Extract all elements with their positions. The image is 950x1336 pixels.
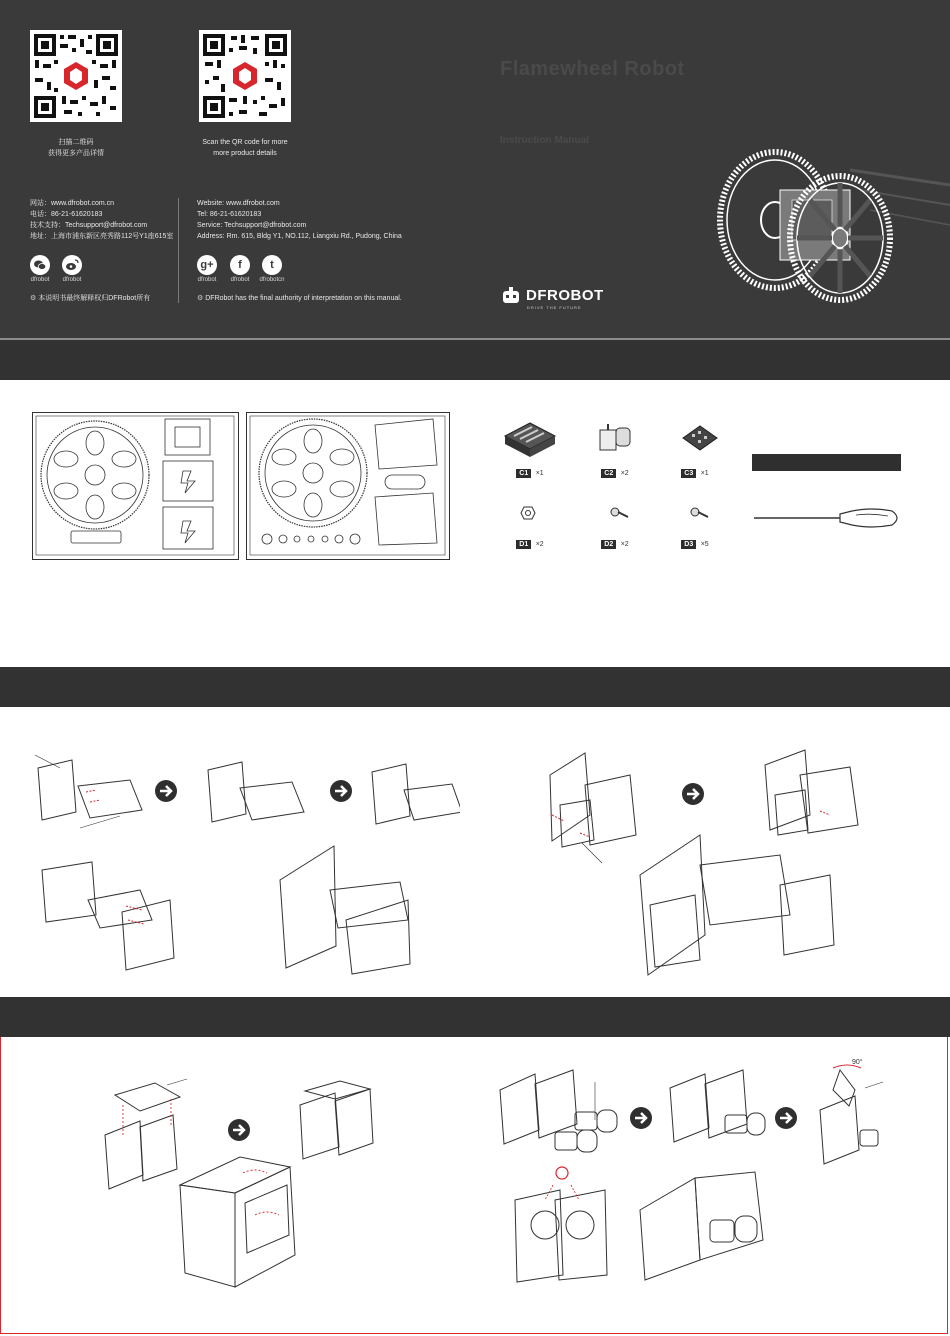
part-d1-label: [500, 533, 560, 551]
arrow-right-icon: [155, 780, 177, 802]
qr-code-cn[interactable]: [30, 30, 122, 122]
contact-cn-address: 地址：上海市浦东新区亮秀路112号Y1座615室: [30, 233, 174, 240]
copyright-en-text: DFRobot has the final authority of interpretation on this manual.: [205, 295, 402, 302]
part-d2-code: D2: [601, 540, 616, 549]
qr-en-caption-line2: more product details: [213, 150, 277, 157]
part-d3-code: D3: [681, 540, 696, 549]
screwdriver-image: [752, 505, 902, 536]
step2-arrow-1: [228, 1119, 250, 1141]
part-d1-qty: ×2: [535, 541, 544, 548]
step1-arrow-2: [330, 780, 352, 802]
screwdriver-icon: [752, 505, 902, 531]
acrylic-sheet-2: [246, 412, 450, 560]
part-d2-label: [585, 533, 645, 551]
section-bar-parts: [0, 340, 950, 380]
part-d2-qty: ×2: [620, 541, 629, 548]
qr-en-caption-line1: Scan the QR code for more: [202, 139, 288, 146]
part-c1-label: [500, 462, 560, 480]
part-d3-image: [690, 506, 710, 525]
step1-arrow-1: [155, 780, 177, 802]
section-bar-step-1: [0, 667, 950, 707]
step2-illustration-left: [95, 1075, 425, 1295]
qr-cn-caption-line2: 获得更多产品详情: [48, 150, 104, 157]
facebook-icon[interactable]: f: [230, 255, 250, 275]
part-c3-qty: ×1: [700, 470, 709, 477]
part-c3-image: [680, 418, 720, 458]
gear-icon: ⚙: [30, 295, 37, 302]
rotation-angle-label: 90°: [852, 1059, 863, 1066]
contact-cn: [30, 198, 173, 242]
qr-code-en[interactable]: [199, 30, 291, 122]
part-d3-qty: ×5: [700, 541, 709, 548]
product-subtitle: Instruction Manual: [500, 135, 589, 146]
part-d2-image: [610, 506, 630, 525]
gear-icon: ⚙: [197, 295, 204, 302]
contact-cn-support[interactable]: 技术支持：Techsupport@dfrobot.com: [30, 222, 148, 229]
wechat-label: dfrobot: [30, 277, 50, 283]
arrow-right-icon: [682, 783, 704, 805]
contact-en: [197, 198, 402, 242]
brand-name: DFROBOT: [526, 287, 604, 304]
qr-cn-caption-line1: 扫描二维码: [58, 139, 94, 146]
contact-divider: [178, 198, 179, 303]
contact-cn-website[interactable]: 网站：www.dfrobot.com.cn: [30, 200, 115, 207]
contact-en-phone: Tel: 86-21-61620183: [197, 211, 262, 218]
copyright-cn: [30, 293, 150, 304]
arrow-right-icon: [228, 1119, 250, 1141]
part-c1-qty: ×1: [535, 470, 544, 477]
part-d3-label: [665, 533, 725, 551]
weibo-icon[interactable]: [62, 255, 82, 275]
acrylic-sheet-1-parts: [33, 413, 237, 558]
arrow-right-icon: [775, 1107, 797, 1129]
twitter-icon[interactable]: t: [262, 255, 282, 275]
part-c2-image: [594, 418, 634, 458]
contact-en-address: Address: Rm. 615, Bldg Y1, NO.112, Liangxiu Rd., Pudong, China: [197, 233, 402, 240]
part-c3-code: C3: [681, 469, 696, 478]
arrow-right-icon: [330, 780, 352, 802]
step2-illustration-right: [495, 1060, 895, 1290]
part-c1-code: C1: [516, 469, 531, 478]
part-c2-qty: ×2: [620, 470, 629, 477]
acrylic-sheet-2-parts: [247, 413, 448, 558]
arrow-right-icon: [630, 1107, 652, 1129]
part-d1-code: D1: [516, 540, 531, 549]
step2-arrow-2: [630, 1107, 652, 1129]
step1-arrow-3: [682, 783, 704, 805]
facebook-label: dfrobot: [230, 277, 250, 283]
tool-label-band: [752, 454, 901, 471]
step1-illustration-left: [30, 750, 460, 980]
contact-cn-phone: 电话：86-21-61620183: [30, 211, 103, 218]
step1-illustration-right: [540, 745, 880, 985]
acrylic-sheet-1: [32, 412, 239, 560]
weibo-label: dfrobot: [62, 277, 82, 283]
google-plus-icon[interactable]: g+: [197, 255, 217, 275]
qr-cn-caption: [30, 137, 122, 159]
part-c3-label: [665, 462, 725, 480]
copyright-cn-text: 本说明书最终解释权归DFRobot所有: [38, 295, 151, 302]
screw-icon: [690, 506, 710, 520]
nut-icon: [520, 506, 536, 520]
copyright-en: [197, 293, 402, 304]
qr-en-caption: [189, 137, 301, 159]
controller-board-icon: [680, 418, 720, 458]
screw-icon: [610, 506, 630, 520]
twitter-label: dfrobotcn: [259, 277, 285, 283]
gear-motor-icon: [594, 418, 634, 458]
wechat-icon[interactable]: [30, 255, 50, 275]
robot-logo-icon: [500, 285, 522, 307]
part-d1-image: [520, 506, 536, 525]
robot-illustration: [700, 130, 950, 310]
section-bar-step-2: [0, 997, 950, 1037]
part-c1-image: [500, 418, 560, 458]
product-title: Flamewheel Robot: [500, 58, 685, 80]
battery-holder-icon: [500, 418, 560, 458]
part-c2-label: [585, 462, 645, 480]
google-plus-label: dfrobot: [197, 277, 217, 283]
contact-en-support[interactable]: Service: Techsupport@dfrobot.com: [197, 222, 307, 229]
step2-arrow-3: [775, 1107, 797, 1129]
brand-tagline: DRIVE THE FUTURE: [527, 305, 582, 310]
part-c2-code: C2: [601, 469, 616, 478]
dfrobot-logo: [500, 285, 522, 312]
contact-en-website[interactable]: Website: www.dfrobot.com: [197, 200, 280, 207]
